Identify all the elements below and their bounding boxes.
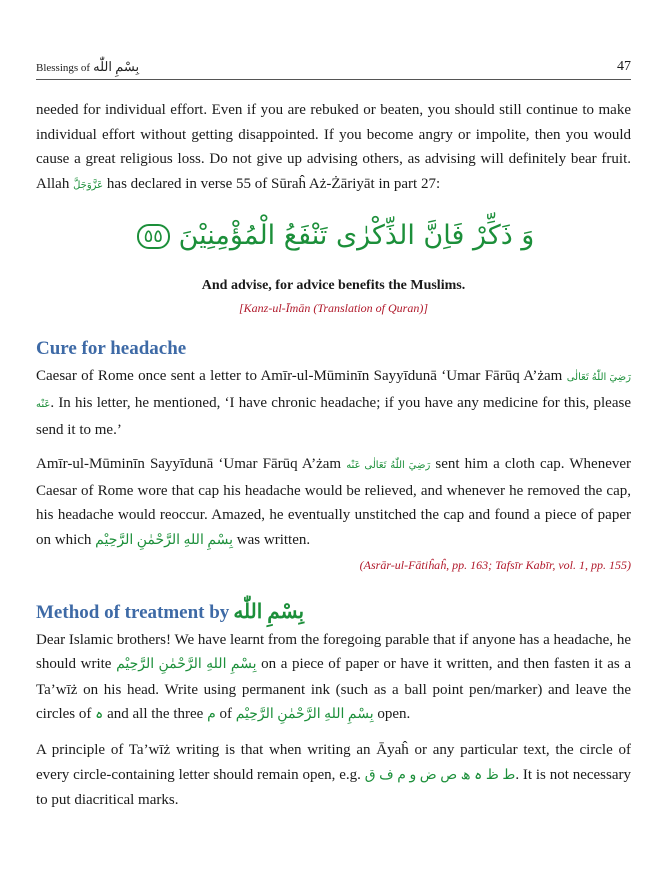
- paragraph-gap: [36, 442, 631, 452]
- intro-paragraph: needed for individual effort. Even if you are rebuked or beaten, you should still continue to make individual effort without getting disappointed. If you become angry or impolite, then you would cause a great religious loss. Do not give up advising others, as advising will definitely bear fruit. Allah عَزَّوَجَلَّ has declared in verse 55 of Sūraĥ Aż-Żāriyāt in part 27:: [36, 102, 631, 192]
- letter-ha: ہ: [95, 707, 104, 723]
- quran-verse: [36, 220, 631, 266]
- page-number: 47: [617, 59, 631, 74]
- arabic-letters-list: ط ظ ہ ھ ص ض و م ف ق: [364, 767, 516, 783]
- running-head: [36, 59, 139, 75]
- heading-cure-for-headache: Cure for headache: [36, 338, 187, 360]
- heading-method-of-treatment: Method of treatment by بِسْمِ اللّٰه: [36, 600, 305, 623]
- section1-paragraph-2: Amīr-ul-Mūminīn Sayyīdunā ‘Umar Fārūq A’żam رَضِيَ اللّٰهُ تَعَالٰى عَنْه sent him a cloth cap. Whenever Caesar of Rome wore that cap his headache would be relieved, and whenever he removed the cap, his headache would reoccur. Amazed, he eventually unstitched the cap and found a piece of paper on which بِسْمِ اللهِ الرَّحْمٰنِ الرَّحِيْم was written.: [36, 456, 631, 548]
- page-header: [36, 55, 631, 77]
- running-head-arabic: بِسْمِ اللّٰه: [93, 59, 140, 74]
- section2-paragraph-2: A principle of Ta’wīż writing is that when writing an Āyaĥ or any particular text, the circle of every circle-containing letter should remain open, e.g. ط ظ ہ ھ ص ض و م ف ق. It is not necessary to put diacritical marks.: [36, 741, 632, 809]
- bismillah-inline: بِسْمِ اللهِ الرَّحْمٰنِ الرَّحِيْم: [95, 532, 234, 548]
- running-head-title: Blessings of: [36, 62, 91, 74]
- letter-mim: م: [207, 707, 216, 723]
- honorific-radiyallah: رَضِيَ اللّٰهُ تَعَالٰى عَنْه: [346, 460, 431, 472]
- section1-paragraph-1: Caesar of Rome once sent a letter to Amīr-ul-Mūminīn Sayyīdunā ‘Umar Fārūq A’żam رَضِيَ اللّٰهُ تَعَالٰى عَنْه. In his letter, he mentioned, ‘I have chronic headache; if you have any medicine for this, please send it to me.’: [36, 368, 632, 438]
- honorific-azza-wajal: عَزَّوَجَلَّ: [73, 179, 104, 191]
- verse-arabic: وَ ذَكِّرْ فَاِنَّ الذِّكْرٰى تَنْفَعُ الْمُؤْمِنِيْنَ: [178, 220, 535, 252]
- honorific-radiyallah: رَضِيَ اللّٰهُ تَعَالٰى عَنْه: [36, 372, 632, 410]
- heading-arabic: بِسْمِ اللّٰه: [233, 600, 305, 623]
- bismillah-inline: بِسْمِ اللهِ الرَّحْمٰنِ الرَّحِيْم: [116, 657, 257, 673]
- page-content: [36, 98, 631, 813]
- translation-source: [Kanz-ul-Īmān (Translation of Quran)]: [238, 301, 429, 316]
- reference-citation: (Asrār-ul-Fātiĥaĥ, pp. 163; Tafsīr Kabīr, vol. 1, pp. 155): [359, 557, 631, 572]
- section2-paragraph-1: Dear Islamic brothers! We have learnt from the foregoing parable that if anyone has a headache, he should write بِسْمِ اللهِ الرَّحْمٰنِ الرَّحِيْم on a piece of paper or have it written, and then fasten it as a Ta’wīż on his head. Write using permanent ink (such as a ball point pen/marker) and leave the circles of ہ and all the three م of بِسْمِ اللهِ الرَّحْمٰنِ الرَّحِيْم open.: [36, 631, 632, 723]
- verse-number-medallion: ٥٥: [137, 224, 170, 249]
- bismillah-inline: بِسْمِ اللهِ الرَّحْمٰنِ الرَّحِيْم: [235, 707, 374, 723]
- paragraph-gap: [36, 728, 631, 738]
- verse-translation: And advise, for advice benefits the Muslims.: [201, 278, 466, 294]
- header-rule: [36, 79, 631, 80]
